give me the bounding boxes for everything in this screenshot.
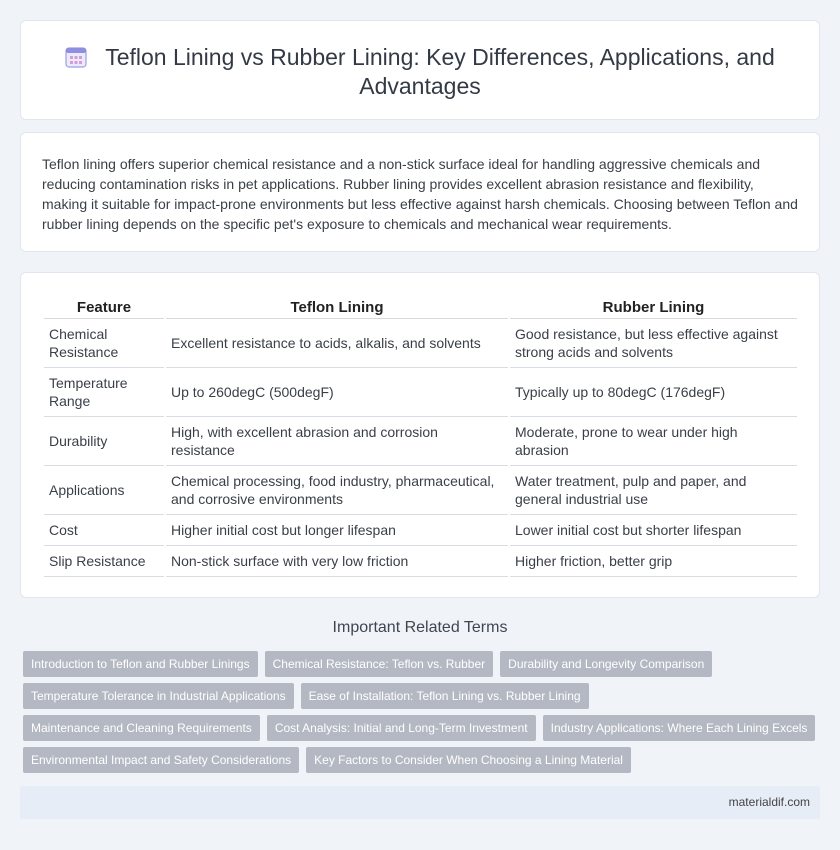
footer-site-link[interactable]: materialdif.com — [728, 795, 810, 809]
page-title: Teflon Lining vs Rubber Lining: Key Differences, Applications, and Advantages — [105, 44, 775, 99]
feature-cell: Applications — [44, 466, 164, 515]
comparison-card — [20, 272, 820, 598]
table-row — [44, 515, 797, 546]
teflon-cell: High, with excellent abrasion and corrosion resistance — [166, 417, 508, 466]
rubber-cell: Higher friction, better grip — [510, 546, 797, 577]
teflon-cell: Non-stick surface with very low friction — [166, 546, 508, 577]
rubber-cell: Moderate, prone to wear under high abrasion — [510, 417, 797, 466]
rubber-cell: Lower initial cost but shorter lifespan — [510, 515, 797, 546]
related-terms-tags — [23, 651, 823, 779]
table-header-row — [44, 295, 797, 319]
related-term-tag[interactable]: Maintenance and Cleaning Requirements — [23, 715, 260, 741]
related-term-tag[interactable]: Environmental Impact and Safety Considerations — [23, 747, 299, 773]
table-row — [44, 466, 797, 515]
feature-cell: Temperature Range — [44, 368, 164, 417]
rubber-cell: Good resistance, but less effective against strong acids and solvents — [510, 319, 797, 368]
feature-cell: Durability — [44, 417, 164, 466]
header-teflon: Teflon Lining — [166, 295, 508, 319]
feature-cell: Slip Resistance — [44, 546, 164, 577]
teflon-cell: Up to 260degC (500degF) — [166, 368, 508, 417]
teflon-cell: Higher initial cost but longer lifespan — [166, 515, 508, 546]
related-term-tag[interactable]: Introduction to Teflon and Rubber Linings — [23, 651, 258, 677]
tag-row — [23, 715, 823, 741]
page-title-wrap — [21, 43, 819, 101]
rubber-cell: Water treatment, pulp and paper, and general industrial use — [510, 466, 797, 515]
intro-card — [20, 132, 820, 252]
related-term-tag[interactable]: Chemical Resistance: Teflon vs. Rubber — [265, 651, 494, 677]
related-terms-title: Important Related Terms — [332, 619, 508, 636]
table-row — [44, 319, 797, 368]
related-term-tag[interactable]: Temperature Tolerance in Industrial Applications — [23, 683, 294, 709]
footer-bar — [20, 786, 820, 819]
related-term-tag[interactable]: Ease of Installation: Teflon Lining vs. Rubber Lining — [301, 683, 589, 709]
table-row — [44, 546, 797, 577]
header-rubber: Rubber Lining — [510, 295, 797, 319]
rubber-cell: Typically up to 80degC (176degF) — [510, 368, 797, 417]
teflon-cell: Excellent resistance to acids, alkalis, and solvents — [166, 319, 508, 368]
related-term-tag[interactable]: Key Factors to Consider When Choosing a Lining Material — [306, 747, 631, 773]
related-term-tag[interactable]: Cost Analysis: Initial and Long-Term Investment — [267, 715, 536, 741]
calendar-icon — [65, 46, 87, 68]
feature-cell: Chemical Resistance — [44, 319, 164, 368]
table-row — [44, 368, 797, 417]
teflon-cell: Chemical processing, food industry, pharmaceutical, and corrosive environments — [166, 466, 508, 515]
header-feature: Feature — [44, 295, 164, 319]
title-card — [20, 20, 820, 120]
intro-paragraph: Teflon lining offers superior chemical resistance and a non-stick surface ideal for handling aggressive chemicals and reducing contamination risks in pet applications. Rubber lining provides excellent abrasion resistance and flexibility, making it suitable for impact-prone environments but less effective against harsh chemicals. Choosing between Teflon and rubber lining depends on the specific pet's exposure to chemicals and mechanical wear requirements. — [42, 156, 798, 232]
feature-cell: Cost — [44, 515, 164, 546]
comparison-table — [42, 295, 799, 577]
tag-row — [23, 747, 823, 773]
tag-row — [23, 651, 823, 677]
tag-row — [23, 683, 823, 709]
related-term-tag[interactable]: Durability and Longevity Comparison — [500, 651, 712, 677]
related-term-tag[interactable]: Industry Applications: Where Each Lining Excels — [543, 715, 816, 741]
table-row — [44, 417, 797, 466]
